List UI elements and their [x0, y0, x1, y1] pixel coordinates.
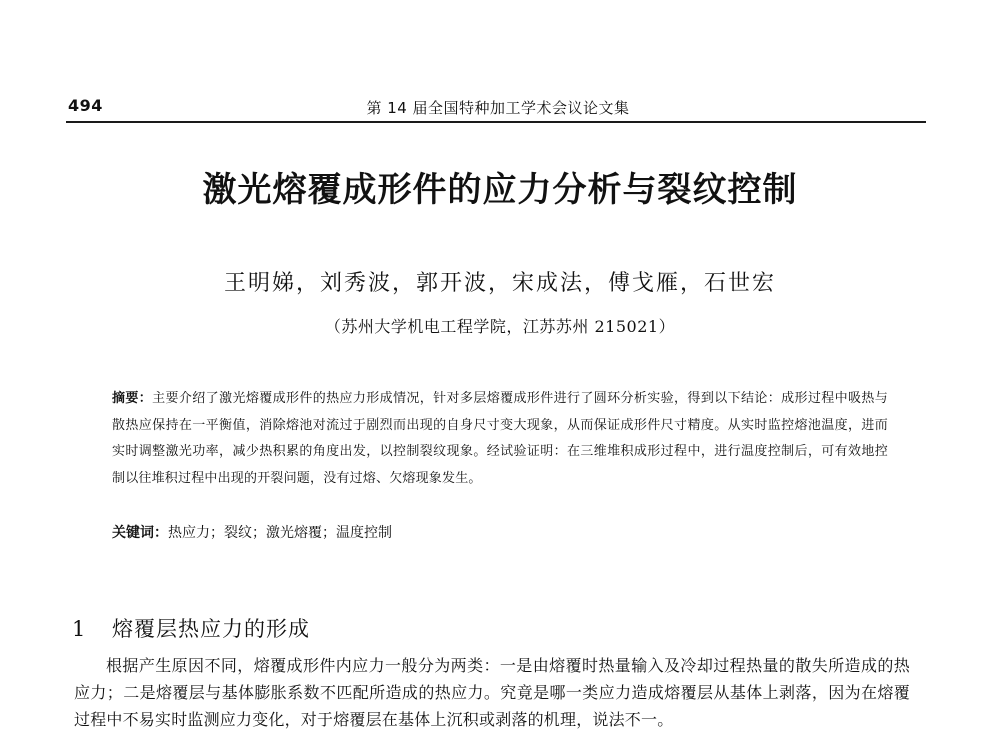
header-rule	[66, 121, 926, 123]
running-header	[68, 96, 928, 118]
section-heading	[72, 613, 310, 643]
body-paragraph: 根据产生原因不同，熔覆成形件内应力一般分为两类：一是由熔覆时热量输入及冷却过程热量的散失所造成的热应力；二是熔覆层与基体膨胀系数不匹配所造成的热应力。究竟是哪一类应力造成熔覆层从基体上剥落，因为在熔覆过程中不易实时监测应力变化，对于熔覆层在基体上沉积或剥落的机理，说法不一。	[74, 656, 910, 729]
abstract	[112, 386, 888, 492]
keywords-label: 关键词：	[112, 525, 168, 541]
page-number: 494	[68, 96, 103, 115]
abstract-label: 摘要：	[112, 391, 153, 406]
affiliation: （苏州大学机电工程学院，江苏苏州 215021）	[324, 317, 676, 336]
abstract-text: 主要介绍了激光熔覆成形件的热应力形成情况，针对多层熔覆成形件进行了圆环分析实验，得到以下结论：成形过程中吸热与散热应保持在一平衡值，消除熔池对流过于剧烈而出现的自身尺寸变大现象，从而保证成形件尺寸精度。从实时监控熔池温度，进而实时调整激光功率，减少热积累的角度出发，以控制裂纹现象。经试验证明：在三维堆积成形过程中，进行温度控制后，可有效地控制以往堆积过程中出现的开裂问题，没有过熔、欠熔现象发生。	[112, 391, 888, 486]
section-number: 1	[72, 617, 87, 641]
paper-title: 激光熔覆成形件的应力分析与裂纹控制	[202, 170, 798, 210]
keywords	[112, 520, 888, 546]
running-title: 第 14 届全国特种加工学术会议论文集	[366, 99, 630, 117]
author-list: 王明娣，刘秀波，郭开波，宋成法，傅戈雁，石世宏	[223, 271, 776, 296]
section-title: 熔覆层热应力的形成	[112, 617, 310, 641]
keywords-text: 热应力；裂纹；激光熔覆；温度控制	[168, 525, 392, 541]
